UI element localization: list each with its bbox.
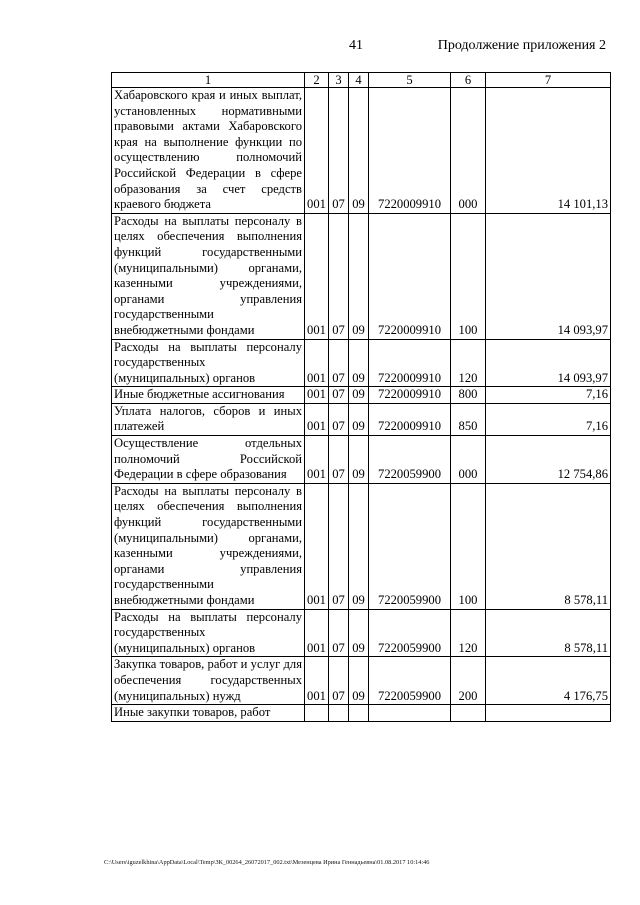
row-code-admin: 001 bbox=[305, 88, 329, 214]
row-code-target: 7220009910 bbox=[369, 339, 451, 387]
row-code-subsection: 09 bbox=[349, 657, 369, 705]
table-row bbox=[112, 387, 611, 404]
table-row bbox=[112, 88, 611, 214]
row-code-expense-type: 120 bbox=[451, 609, 486, 657]
row-code-section: 07 bbox=[329, 483, 349, 609]
row-name: Расходы на выплаты персоналу в целях обеспечения выполнения функций государственными (муниципальными) органами, казенными учреждениями, органами управления государственными внебюджетными фондами bbox=[112, 483, 305, 609]
row-code-subsection: 09 bbox=[349, 213, 369, 339]
row-code-expense-type: 100 bbox=[451, 483, 486, 609]
row-code-admin: 001 bbox=[305, 483, 329, 609]
table-row bbox=[112, 705, 611, 722]
row-code-admin bbox=[305, 705, 329, 722]
row-amount: 7,16 bbox=[486, 403, 611, 435]
row-code-expense-type bbox=[451, 705, 486, 722]
row-code-section: 07 bbox=[329, 403, 349, 435]
row-name: Уплата налогов, сборов и иных платежей bbox=[112, 403, 305, 435]
row-amount: 7,16 bbox=[486, 387, 611, 404]
row-code-target bbox=[369, 705, 451, 722]
row-name: Закупка товаров, работ и услуг для обеспечения государственных (муниципальных) нужд bbox=[112, 657, 305, 705]
row-code-subsection: 09 bbox=[349, 483, 369, 609]
row-amount: 14 093,97 bbox=[486, 339, 611, 387]
row-amount bbox=[486, 705, 611, 722]
row-code-target: 7220009910 bbox=[369, 387, 451, 404]
row-code-section: 07 bbox=[329, 339, 349, 387]
row-code-expense-type: 120 bbox=[451, 339, 486, 387]
row-amount: 4 176,75 bbox=[486, 657, 611, 705]
row-code-target: 7220009910 bbox=[369, 88, 451, 214]
file-path-footer: C:\Users\iguzelkhina\AppData\Local\Temp\ЗК_00264_26072017_002.txt\Мезенцева Ирина Геннадьевна\01.08.2017 10:14:46 bbox=[104, 859, 430, 866]
row-amount: 8 578,11 bbox=[486, 609, 611, 657]
header-col-5: 5 bbox=[369, 73, 451, 88]
row-code-admin: 001 bbox=[305, 339, 329, 387]
row-name: Иные закупки товаров, работ bbox=[112, 705, 305, 722]
row-code-admin: 001 bbox=[305, 436, 329, 484]
table-row bbox=[112, 436, 611, 484]
header-col-2: 2 bbox=[305, 73, 329, 88]
row-code-admin: 001 bbox=[305, 403, 329, 435]
table-row bbox=[112, 339, 611, 387]
row-code-target: 7220059900 bbox=[369, 609, 451, 657]
row-name: Расходы на выплаты персоналу государственных (муниципальных) органов bbox=[112, 609, 305, 657]
row-code-admin: 001 bbox=[305, 387, 329, 404]
row-code-target: 7220059900 bbox=[369, 657, 451, 705]
table-row bbox=[112, 657, 611, 705]
row-code-subsection: 09 bbox=[349, 387, 369, 404]
header-col-4: 4 bbox=[349, 73, 369, 88]
table-row bbox=[112, 483, 611, 609]
budget-table bbox=[111, 72, 611, 722]
page-continuation-note: Продолжение приложения 2 bbox=[437, 38, 606, 53]
row-code-subsection: 09 bbox=[349, 403, 369, 435]
row-code-expense-type: 800 bbox=[451, 387, 486, 404]
row-code-expense-type: 100 bbox=[451, 213, 486, 339]
row-code-subsection: 09 bbox=[349, 339, 369, 387]
row-code-target: 7220059900 bbox=[369, 436, 451, 484]
header-col-3: 3 bbox=[329, 73, 349, 88]
table-row bbox=[112, 403, 611, 435]
page-number: 41 bbox=[349, 38, 363, 53]
row-amount: 14 093,97 bbox=[486, 213, 611, 339]
row-code-section: 07 bbox=[329, 213, 349, 339]
row-amount: 12 754,86 bbox=[486, 436, 611, 484]
row-code-section: 07 bbox=[329, 609, 349, 657]
row-code-section bbox=[329, 705, 349, 722]
row-name: Расходы на выплаты персоналу государственных (муниципальных) органов bbox=[112, 339, 305, 387]
row-code-admin: 001 bbox=[305, 213, 329, 339]
row-name: Хабаровского края и иных выплат, установленных нормативными правовыми актами Хабаровского края на выполнение функции по осуществлению полномочий Российской Федерации в сфере образования за счет средств краевого бюджета bbox=[112, 88, 305, 214]
row-code-expense-type: 000 bbox=[451, 88, 486, 214]
header-col-6: 6 bbox=[451, 73, 486, 88]
row-code-section: 07 bbox=[329, 657, 349, 705]
row-amount: 14 101,13 bbox=[486, 88, 611, 214]
row-code-section: 07 bbox=[329, 387, 349, 404]
row-code-target: 7220009910 bbox=[369, 403, 451, 435]
row-code-subsection bbox=[349, 705, 369, 722]
row-code-section: 07 bbox=[329, 88, 349, 214]
row-name: Осуществление отдельных полномочий Российской Федерации в сфере образования bbox=[112, 436, 305, 484]
row-code-target: 7220009910 bbox=[369, 213, 451, 339]
table-row bbox=[112, 213, 611, 339]
row-amount: 8 578,11 bbox=[486, 483, 611, 609]
row-code-admin: 001 bbox=[305, 657, 329, 705]
row-name: Расходы на выплаты персоналу в целях обеспечения выполнения функций государственными (муниципальными) органами, казенными учреждениями, органами управления государственными внебюджетными фондами bbox=[112, 213, 305, 339]
row-code-expense-type: 000 bbox=[451, 436, 486, 484]
row-code-admin: 001 bbox=[305, 609, 329, 657]
row-code-section: 07 bbox=[329, 436, 349, 484]
header-row bbox=[112, 73, 611, 88]
row-code-subsection: 09 bbox=[349, 436, 369, 484]
row-code-subsection: 09 bbox=[349, 609, 369, 657]
row-name: Иные бюджетные ассигнования bbox=[112, 387, 305, 404]
header-col-1: 1 bbox=[112, 73, 305, 88]
row-code-expense-type: 850 bbox=[451, 403, 486, 435]
row-code-subsection: 09 bbox=[349, 88, 369, 214]
row-code-target: 7220059900 bbox=[369, 483, 451, 609]
header-col-7: 7 bbox=[486, 73, 611, 88]
row-code-expense-type: 200 bbox=[451, 657, 486, 705]
table-row bbox=[112, 609, 611, 657]
